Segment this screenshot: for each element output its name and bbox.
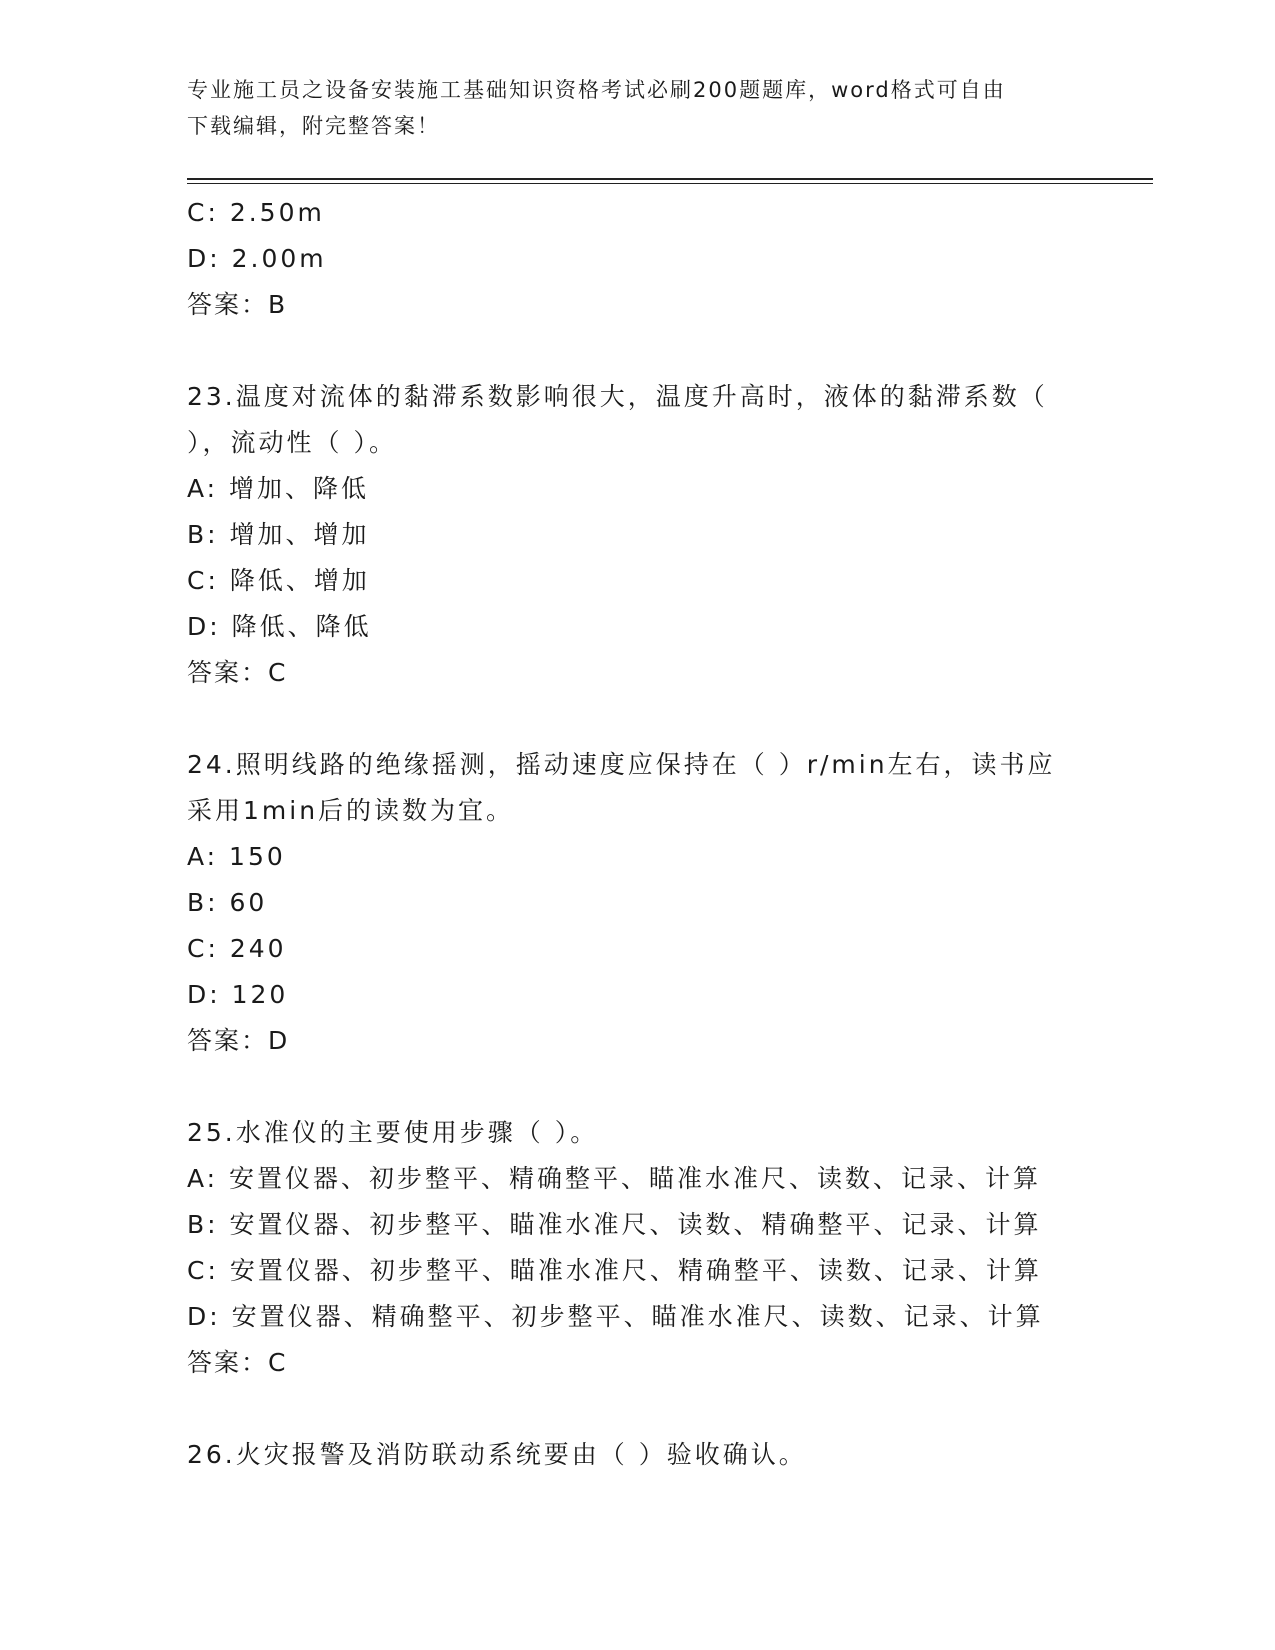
question-list	[187, 190, 1087, 1478]
option-b: B: 增加、增加	[187, 520, 370, 549]
option-c: C: 2.50m	[187, 198, 325, 227]
document-header	[187, 72, 1087, 144]
question-text: 25.水准仪的主要使用步骤（ ）。	[187, 1118, 599, 1147]
option-b: B: 60	[187, 888, 268, 917]
answer: 答案：B	[187, 290, 288, 319]
question-23	[187, 374, 1087, 696]
question-text: 23.温度对流体的黏滞系数影响很大，温度升高时，液体的黏滞系数（	[187, 382, 1048, 411]
option-b: B: 安置仪器、初步整平、瞄准水准尺、读数、精确整平、记录、计算	[187, 1210, 1042, 1239]
question-25	[187, 1110, 1087, 1386]
option-d: D: 降低、降低	[187, 612, 372, 641]
answer: 答案：C	[187, 1348, 288, 1377]
option-d: D: 2.00m	[187, 244, 327, 273]
option-c: C: 安置仪器、初步整平、瞄准水准尺、精确整平、读数、记录、计算	[187, 1256, 1042, 1285]
question-text: ），流动性（ ）。	[187, 428, 397, 457]
question-text: 26.火灾报警及消防联动系统要由（ ）验收确认。	[187, 1440, 807, 1469]
option-c: C: 降低、增加	[187, 566, 370, 595]
header-line-1: 专业施工员之设备安装施工基础知识资格考试必刷200题题库，word格式可自由	[187, 78, 1006, 102]
question-text: 采用1min后的读数为宜。	[187, 796, 515, 825]
question-24	[187, 742, 1087, 1064]
option-a: A: 150	[187, 842, 286, 871]
option-a: A: 安置仪器、初步整平、精确整平、瞄准水准尺、读数、记录、计算	[187, 1164, 1042, 1193]
option-c: C: 240	[187, 934, 287, 963]
option-d: D: 120	[187, 980, 289, 1009]
option-d: D: 安置仪器、精确整平、初步整平、瞄准水准尺、读数、记录、计算	[187, 1302, 1044, 1331]
answer: 答案：D	[187, 1026, 290, 1055]
answer: 答案：C	[187, 658, 288, 687]
option-a: A: 增加、降低	[187, 474, 370, 503]
question-text: 24.照明线路的绝缘摇测，摇动速度应保持在（ ）r/min左右，读书应	[187, 750, 1056, 779]
header-line-2: 下载编辑，附完整答案！	[187, 114, 440, 138]
header-divider	[187, 178, 1153, 184]
question-26	[187, 1432, 1087, 1478]
